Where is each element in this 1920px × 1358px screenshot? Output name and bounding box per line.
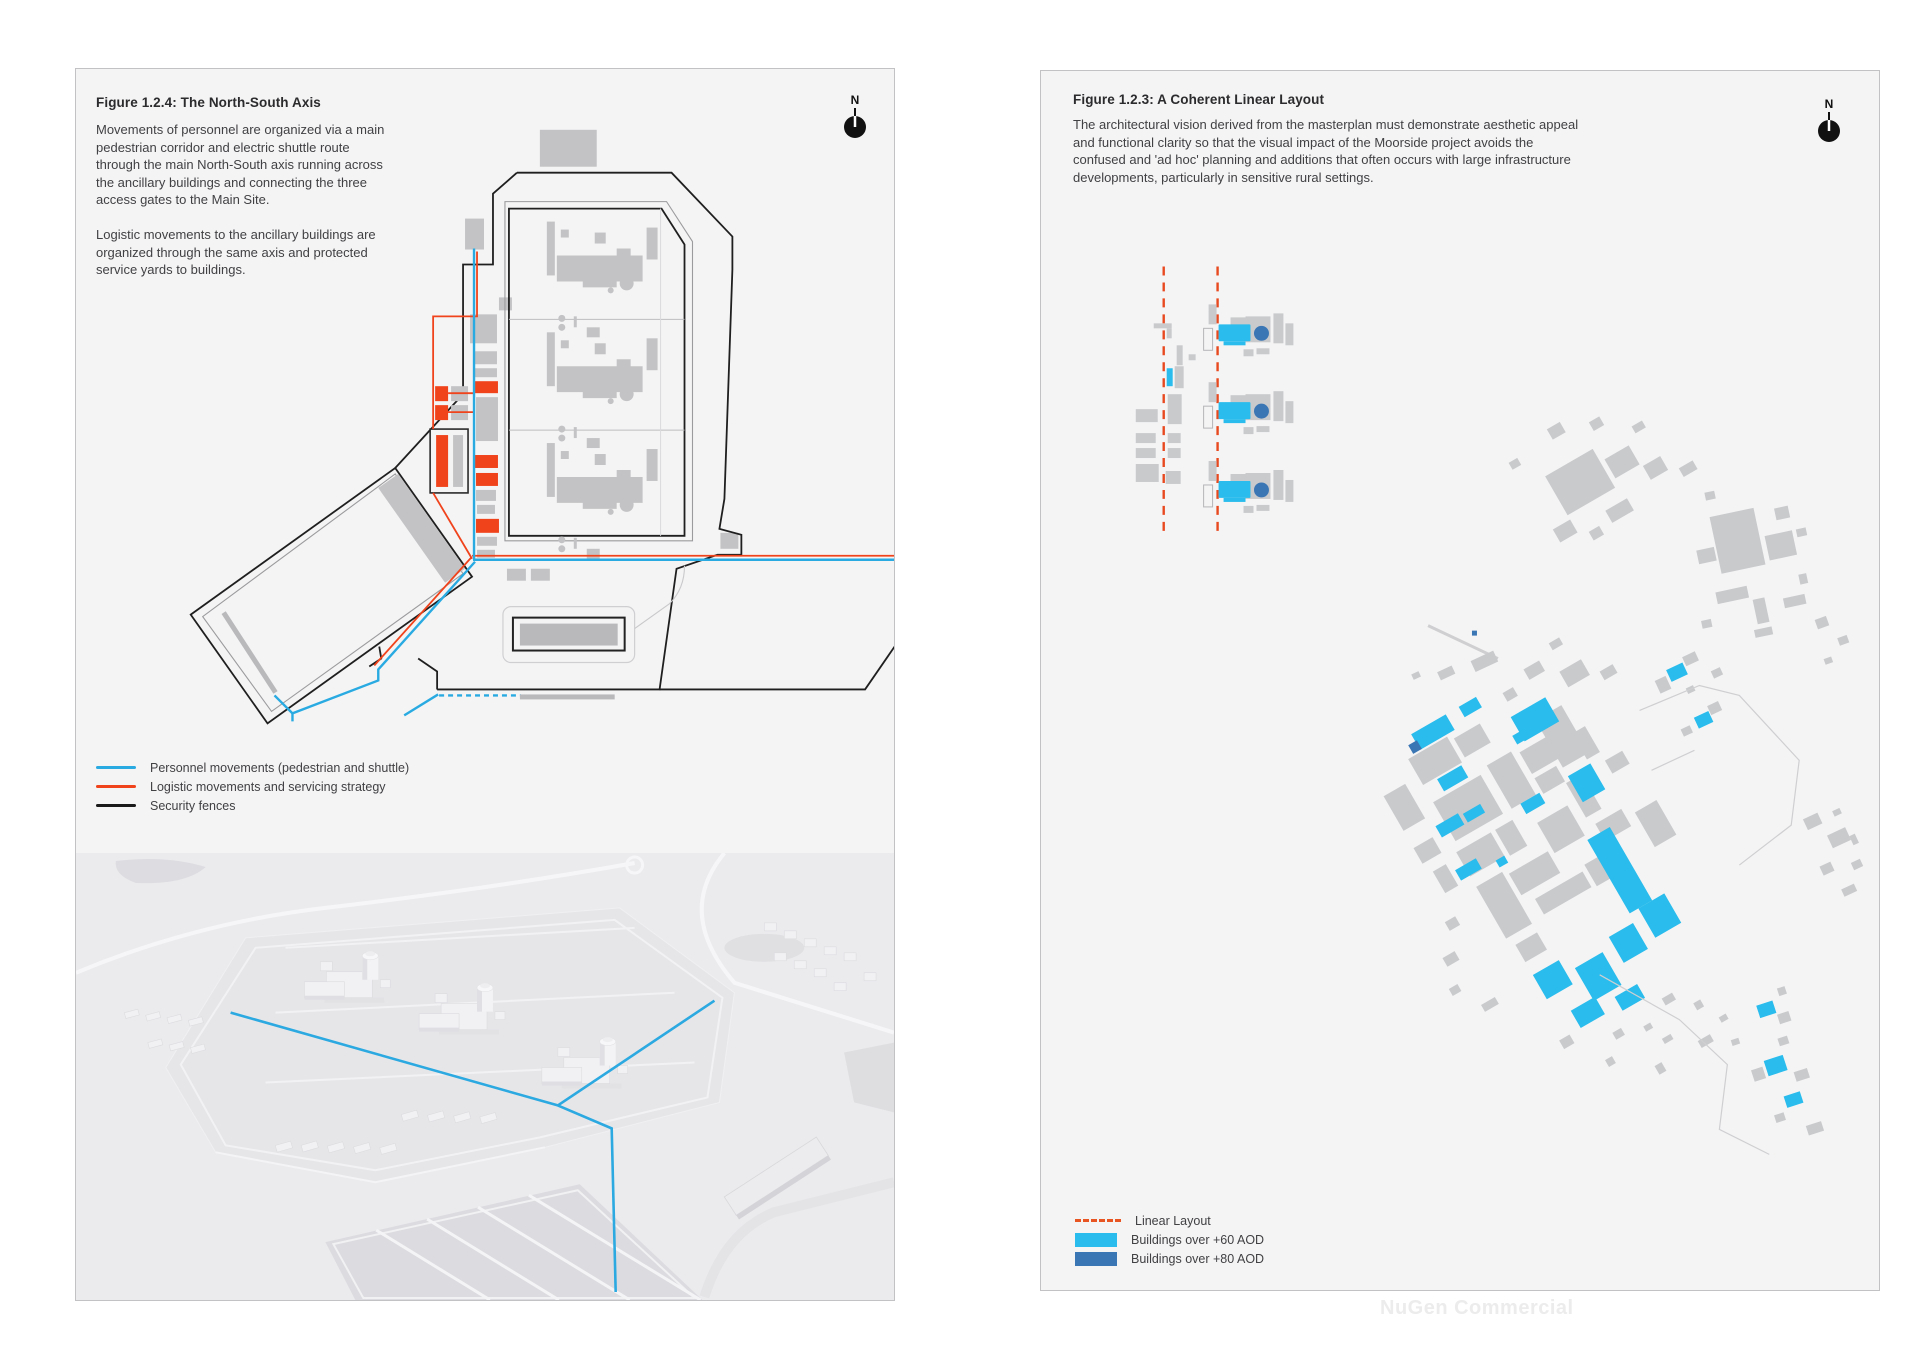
legend-label: Buildings over +60 AOD bbox=[1131, 1232, 1265, 1247]
legend-label: Personnel movements (pedestrian and shuttle) bbox=[150, 760, 410, 775]
legend-row-aod60 bbox=[1075, 1230, 1264, 1249]
figure-right-caption bbox=[1073, 116, 1585, 203]
central-building-cluster bbox=[1324, 621, 1802, 1145]
coherent-linear-layout-diagram bbox=[1041, 71, 1879, 1290]
legend-label: Logistic movements and servicing strategy bbox=[150, 779, 386, 794]
personnel-line-swatch bbox=[96, 766, 136, 769]
aod80-swatch bbox=[1075, 1252, 1117, 1266]
aerial-3d-render bbox=[76, 853, 894, 1300]
northeast-building-cluster bbox=[1675, 474, 1826, 649]
legend-row-linear-layout bbox=[1075, 1211, 1264, 1230]
figure-left-legend bbox=[96, 758, 409, 815]
legend-row-personnel bbox=[96, 758, 409, 777]
linear-layout-dash-swatch bbox=[1075, 1219, 1121, 1222]
legend-row-logistics bbox=[96, 777, 409, 796]
north-arrow-icon bbox=[1807, 110, 1851, 146]
figure-left-title: Figure 1.2.4: The North-South Axis bbox=[96, 95, 321, 110]
figure-left-caption bbox=[96, 121, 396, 296]
southeast-building-cluster bbox=[1720, 986, 1831, 1149]
fence-line-swatch bbox=[96, 804, 136, 807]
figure-right-title: Figure 1.2.3: A Coherent Linear Layout bbox=[1073, 92, 1325, 107]
figure-right-paragraph-1: The architectural vision derived from the masterplan must demonstrate aesthetic appeal and functional clarity so that the visual impact of the Moorside project avoids the confused and 'ad hoc' planning and additions that often occurs with large infrastructure developments, particularly in sensitive rural settings. bbox=[1073, 117, 1579, 185]
figure-left-paragraph-1: Movements of personnel are organized via a main pedestrian corridor and electric shuttle route through the main North-South axis running across the ancillary buildings and connecting the three access gates to the Main Site. bbox=[96, 122, 385, 208]
watermark-text: NuGen Commercial bbox=[1380, 1297, 1574, 1319]
figure-right-card bbox=[1040, 70, 1880, 1291]
legend-label: Buildings over +80 AOD bbox=[1131, 1251, 1265, 1266]
east-building-cluster bbox=[1650, 645, 1740, 738]
aod60-swatch bbox=[1075, 1233, 1117, 1247]
figure-left-paragraph-2: Logistic movements to the ancillary buildings are organized through the same axis and protected service yards to buildings. bbox=[96, 226, 376, 278]
north-arrow-icon bbox=[833, 106, 877, 142]
legend-row-fences bbox=[96, 796, 409, 815]
legend-row-aod80 bbox=[1075, 1249, 1264, 1268]
reactor-unit-plan bbox=[547, 222, 658, 338]
compass-north-icon: N bbox=[1807, 98, 1851, 148]
legend-label: Linear Layout bbox=[1135, 1213, 1211, 1228]
legend-label: Security fences bbox=[150, 798, 236, 813]
figure-left-card bbox=[75, 68, 895, 1301]
logistics-line-swatch bbox=[96, 785, 136, 788]
figure-right-legend bbox=[1075, 1211, 1264, 1268]
compass-north-icon: N bbox=[833, 94, 877, 144]
north-building-cluster bbox=[1504, 374, 1703, 558]
